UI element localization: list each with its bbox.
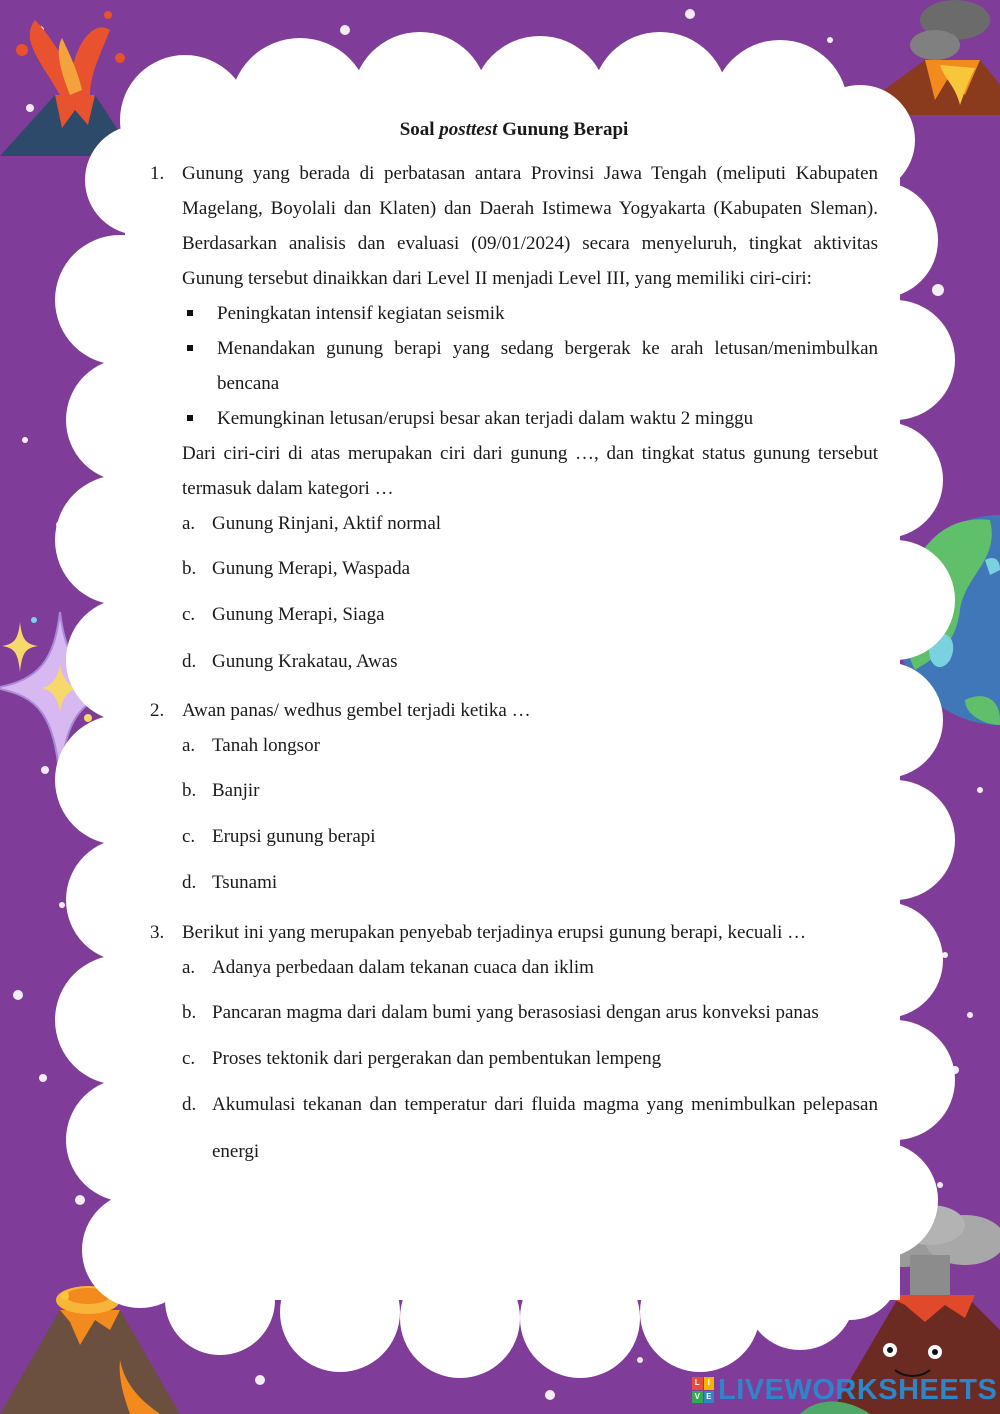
question-number: 2.: [150, 699, 165, 721]
question-2: [150, 693, 878, 907]
question-text: Awan panas/ wedhus gembel terjadi ketika …: [182, 699, 531, 721]
answer-option-b[interactable]: b. Banjir: [182, 779, 260, 801]
answer-option-c[interactable]: c. Proses tektonik dari pergerakan dan pembentukan lempeng: [182, 1048, 662, 1070]
liveworksheets-logo[interactable]: [692, 1374, 997, 1406]
question-3: [150, 915, 878, 1175]
title-suffix: Gunung Berapi: [502, 119, 629, 140]
question-1: [150, 156, 878, 685]
answer-options: [182, 728, 878, 907]
answer-option-a[interactable]: a. Gunung Rinjani, Aktif normal: [182, 513, 442, 534]
list-item: Peningkatan intensif kegiatan seismik: [182, 296, 878, 331]
answer-option-c[interactable]: c. Erupsi gunung berapi: [182, 826, 376, 848]
square-bullet-icon: [187, 310, 193, 316]
answer-options: [182, 950, 878, 1175]
question-text: Berikut ini yang merupakan penyebab terjadinya erupsi gunung berapi, kecuali …: [182, 921, 807, 943]
question-number: 1.: [150, 163, 165, 184]
logo-text: LIVEWORKSHEETS: [718, 1373, 998, 1406]
answer-option-b[interactable]: b. Gunung Merapi, Waspada: [182, 558, 411, 579]
bullet-list: [182, 296, 878, 436]
list-item: Kemungkinan letusan/erupsi besar akan terjadi dalam waktu 2 minggu: [182, 401, 878, 436]
title-italic: posttest: [439, 119, 498, 140]
answer-option-b[interactable]: b. Pancaran magma dari dalam bumi yang berasosiasi dengan arus konveksi panas: [182, 1001, 819, 1023]
answer-option-d[interactable]: d. Gunung Krakatau, Awas: [182, 650, 398, 672]
question-number: 3.: [150, 921, 165, 943]
answer-option-a[interactable]: a. Tanah longsor: [182, 734, 320, 756]
answer-option-c[interactable]: c. Gunung Merapi, Siaga: [182, 604, 385, 626]
answer-options: [182, 506, 878, 685]
answer-option-a[interactable]: a. Adanya perbedaan dalam tekanan cuaca dan iklim: [182, 956, 594, 978]
logo-badge-icon: L I V E: [692, 1377, 714, 1403]
page-title: [150, 118, 878, 142]
question-followup: Dari ciri-ciri di atas merupakan ciri dari gunung …, dan tingkat status gunung tersebut termasuk dalam kategori …: [182, 443, 878, 499]
answer-option-d[interactable]: d. Tsunami: [182, 872, 278, 894]
worksheet-content: [150, 118, 878, 1175]
question-text: Gunung yang berada di perbatasan antara Provinsi Jawa Tengah (meliputi Kabupaten Magelang, Boyolali dan Klaten) dan Daerah Istimewa Yogyakarta (Kabupaten Sleman). Berdasarkan analisis dan evaluasi (09/01/2024) secara menyeluruh, tingkat aktivitas Gunung tersebut dinaikkan dari Level II menjadi Level III, yang memiliki ciri-ciri:: [182, 163, 878, 289]
square-bullet-icon: [187, 345, 193, 351]
answer-option-d[interactable]: d. Akumulasi tekanan dan temperatur dari fluida magma yang menimbulkan pelepasan energi: [182, 1094, 878, 1162]
list-item: Menandakan gunung berapi yang sedang bergerak ke arah letusan/menimbulkan bencana: [182, 331, 878, 401]
title-prefix: Soal: [399, 119, 435, 140]
square-bullet-icon: [187, 415, 193, 421]
